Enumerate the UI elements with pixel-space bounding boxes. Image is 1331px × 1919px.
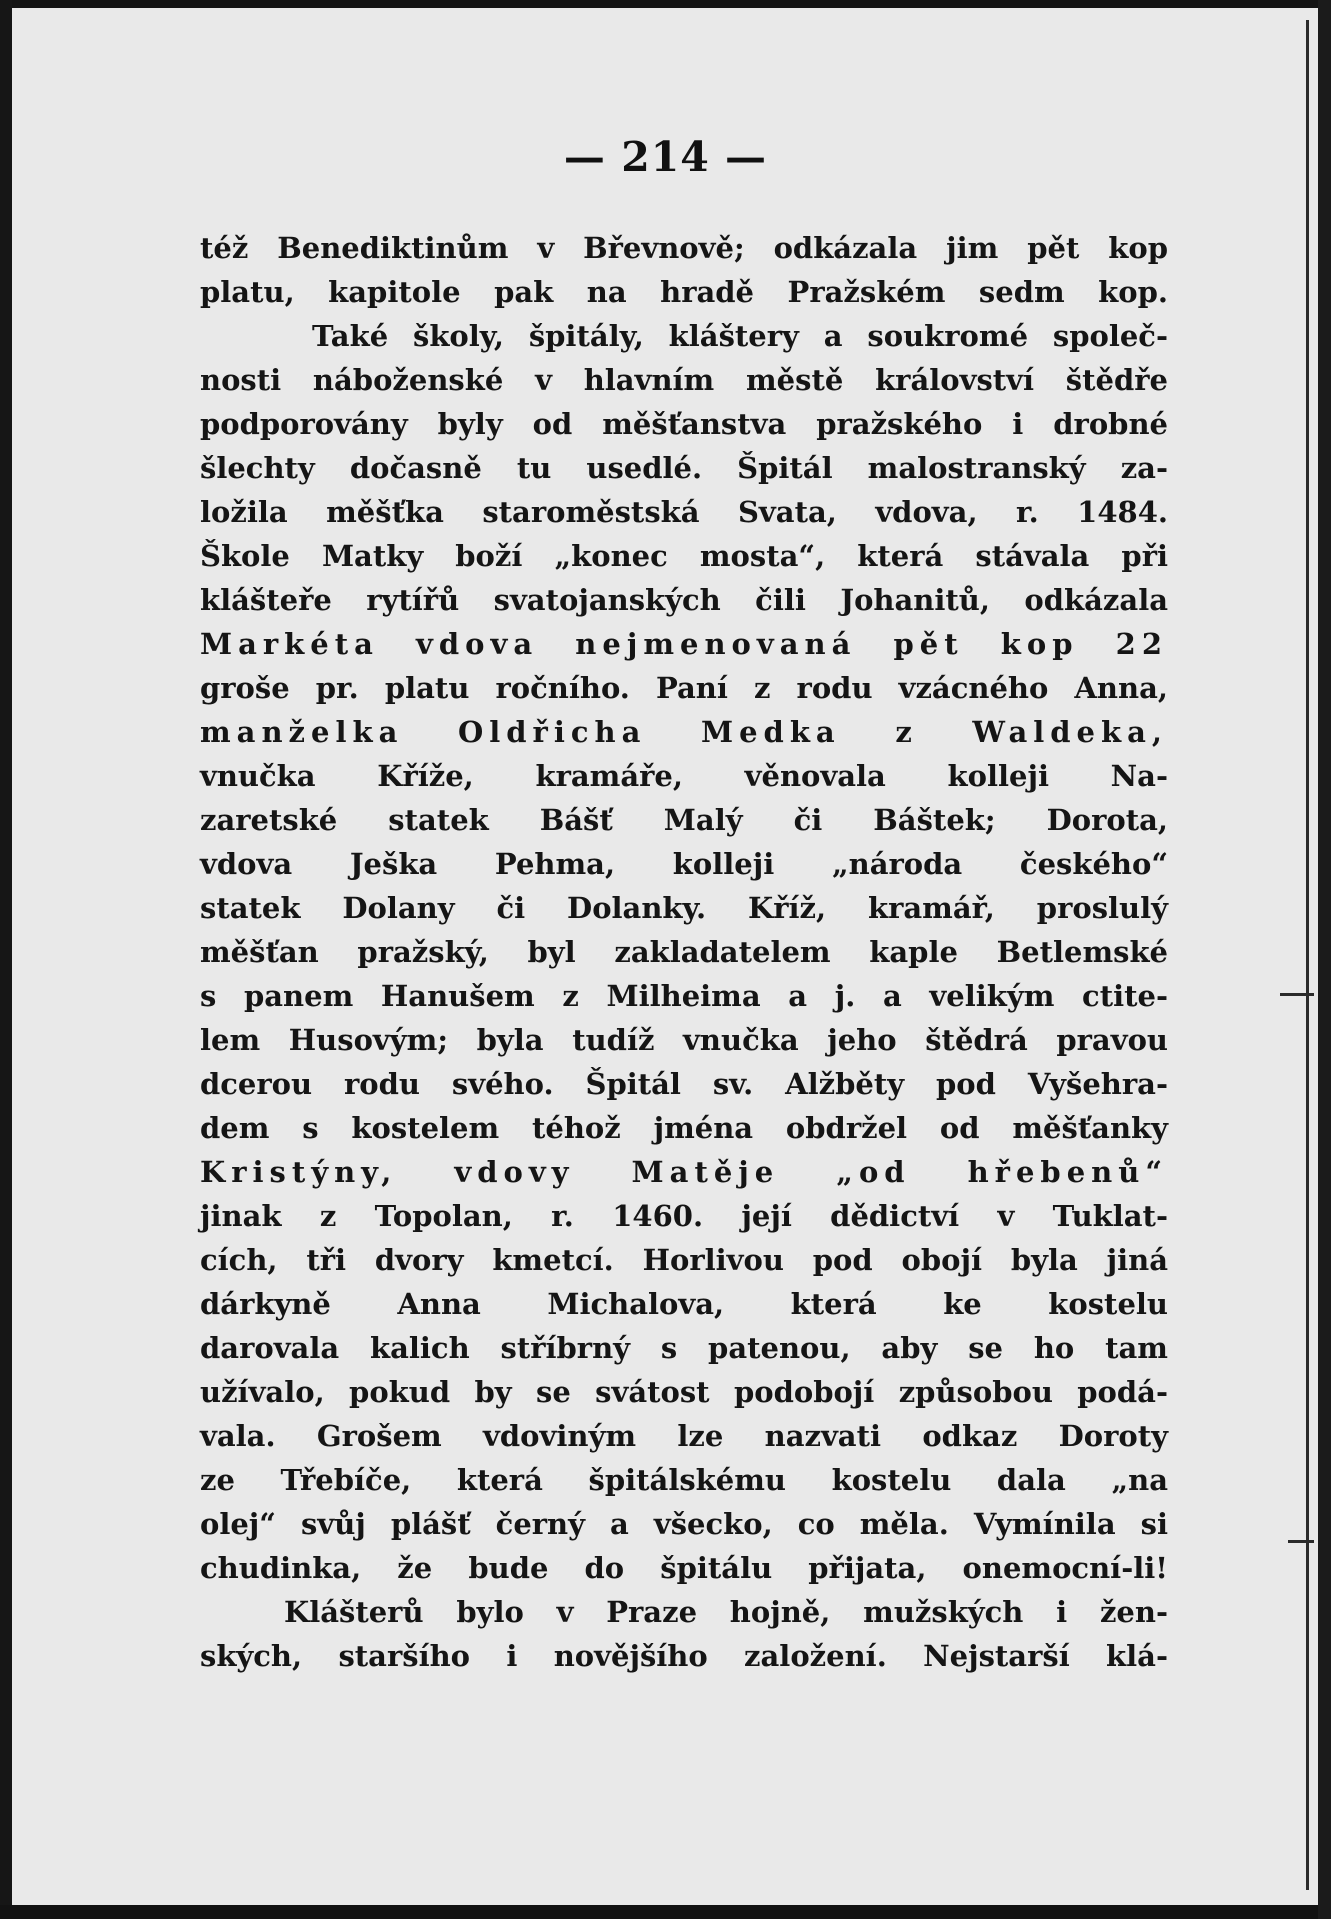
text-line: dcerou rodu svého. Špitál sv. Alžběty pod Vyšehra-: [200, 1067, 1168, 1101]
page-edge-line: [1306, 20, 1309, 1890]
text-line: podporovány byly od měšťanstva pražského i drobné: [200, 407, 1168, 441]
text-line: nosti náboženské v hlavním městě království štědře: [200, 363, 1168, 397]
text-line: groše pr. platu ročního. Paní z rodu vzácného Anna,: [200, 671, 1168, 705]
text-line: Klášterů bylo v Praze hojně, mužských i žen-: [284, 1595, 1168, 1629]
page-edge-mark: [1288, 1540, 1314, 1543]
text-line: Také školy, špitály, kláštery a soukromé společ-: [312, 319, 1168, 353]
text-line: platu, kapitole pak na hradě Pražském sedm kop.: [200, 275, 1168, 309]
text-line: cích, tři dvory kmetcí. Horlivou pod obojí byla jiná: [200, 1243, 1168, 1277]
text-line: dem s kostelem téhož jména obdržel od měšťanky: [200, 1111, 1168, 1145]
scan-border-left: [0, 0, 12, 1919]
text-line: ských, staršího i novějšího založení. Nejstarší klá-: [200, 1639, 1168, 1673]
text-line: olej“ svůj plášť černý a všecko, co měla. Vymínila si: [200, 1507, 1168, 1541]
text-line: Škole Matky boží „konec mosta“, která stávala při: [200, 539, 1168, 573]
text-line: zaretské statek Bášť Malý či Báštek; Dorota,: [200, 803, 1168, 837]
text-line: vdova Ješka Pehma, kolleji „národa českého“: [200, 847, 1168, 881]
scan-border-bottom: [0, 1905, 1331, 1919]
text-line: měšťan pražský, byl zakladatelem kaple Betlemské: [200, 935, 1168, 969]
text-line: lem Husovým; byla tudíž vnučka jeho štědrá pravou: [200, 1023, 1168, 1057]
text-line: vnučka Kříže, kramáře, věnovala kolleji Na-: [200, 759, 1168, 793]
text-line: vala. Grošem vdoviným lze nazvati odkaz Doroty: [200, 1419, 1168, 1453]
text-line: dárkyně Anna Michalova, která ke kostelu: [200, 1287, 1168, 1321]
page-number: — 214 —: [563, 133, 768, 181]
scan-border-right: [1318, 0, 1331, 1919]
text-line: darovala kalich stříbrný s patenou, aby se ho tam: [200, 1331, 1168, 1365]
text-line: jinak z Topolan, r. 1460. její dědictví v Tuklat-: [200, 1199, 1168, 1233]
text-line: klášteře rytířů svatojanských čili Johanitů, odkázala: [200, 583, 1168, 617]
text-line: s panem Hanušem z Milheima a j. a velikým ctite-: [200, 979, 1168, 1013]
text-line: Markéta vdova nejmenovaná pět kop 22: [200, 627, 1168, 661]
text-line: ložila měšťka staroměstská Svata, vdova, r. 1484.: [200, 495, 1168, 529]
text-line: Kristýny, vdovy Matěje „od hřebenů“: [200, 1155, 1168, 1189]
text-line: manželka Oldřicha Medka z Waldeka,: [200, 715, 1168, 749]
text-line: chudinka, že bude do špitálu přijata, onemocní-li!: [200, 1551, 1168, 1585]
page-edge-mark: [1280, 993, 1314, 996]
text-line: též Benediktinům v Břevnově; odkázala jim pět kop: [200, 231, 1168, 265]
scan-border-top: [0, 0, 1331, 8]
text-line: statek Dolany či Dolanky. Kříž, kramář, proslulý: [200, 891, 1168, 925]
text-line: užívalo, pokud by se svátost podobojí způsobou podá-: [200, 1375, 1168, 1409]
text-line: ze Třebíče, která špitálskému kostelu dala „na: [200, 1463, 1168, 1497]
body-text: [200, 226, 1168, 1678]
text-line: šlechty dočasně tu usedlé. Špitál malostranský za-: [200, 451, 1168, 485]
